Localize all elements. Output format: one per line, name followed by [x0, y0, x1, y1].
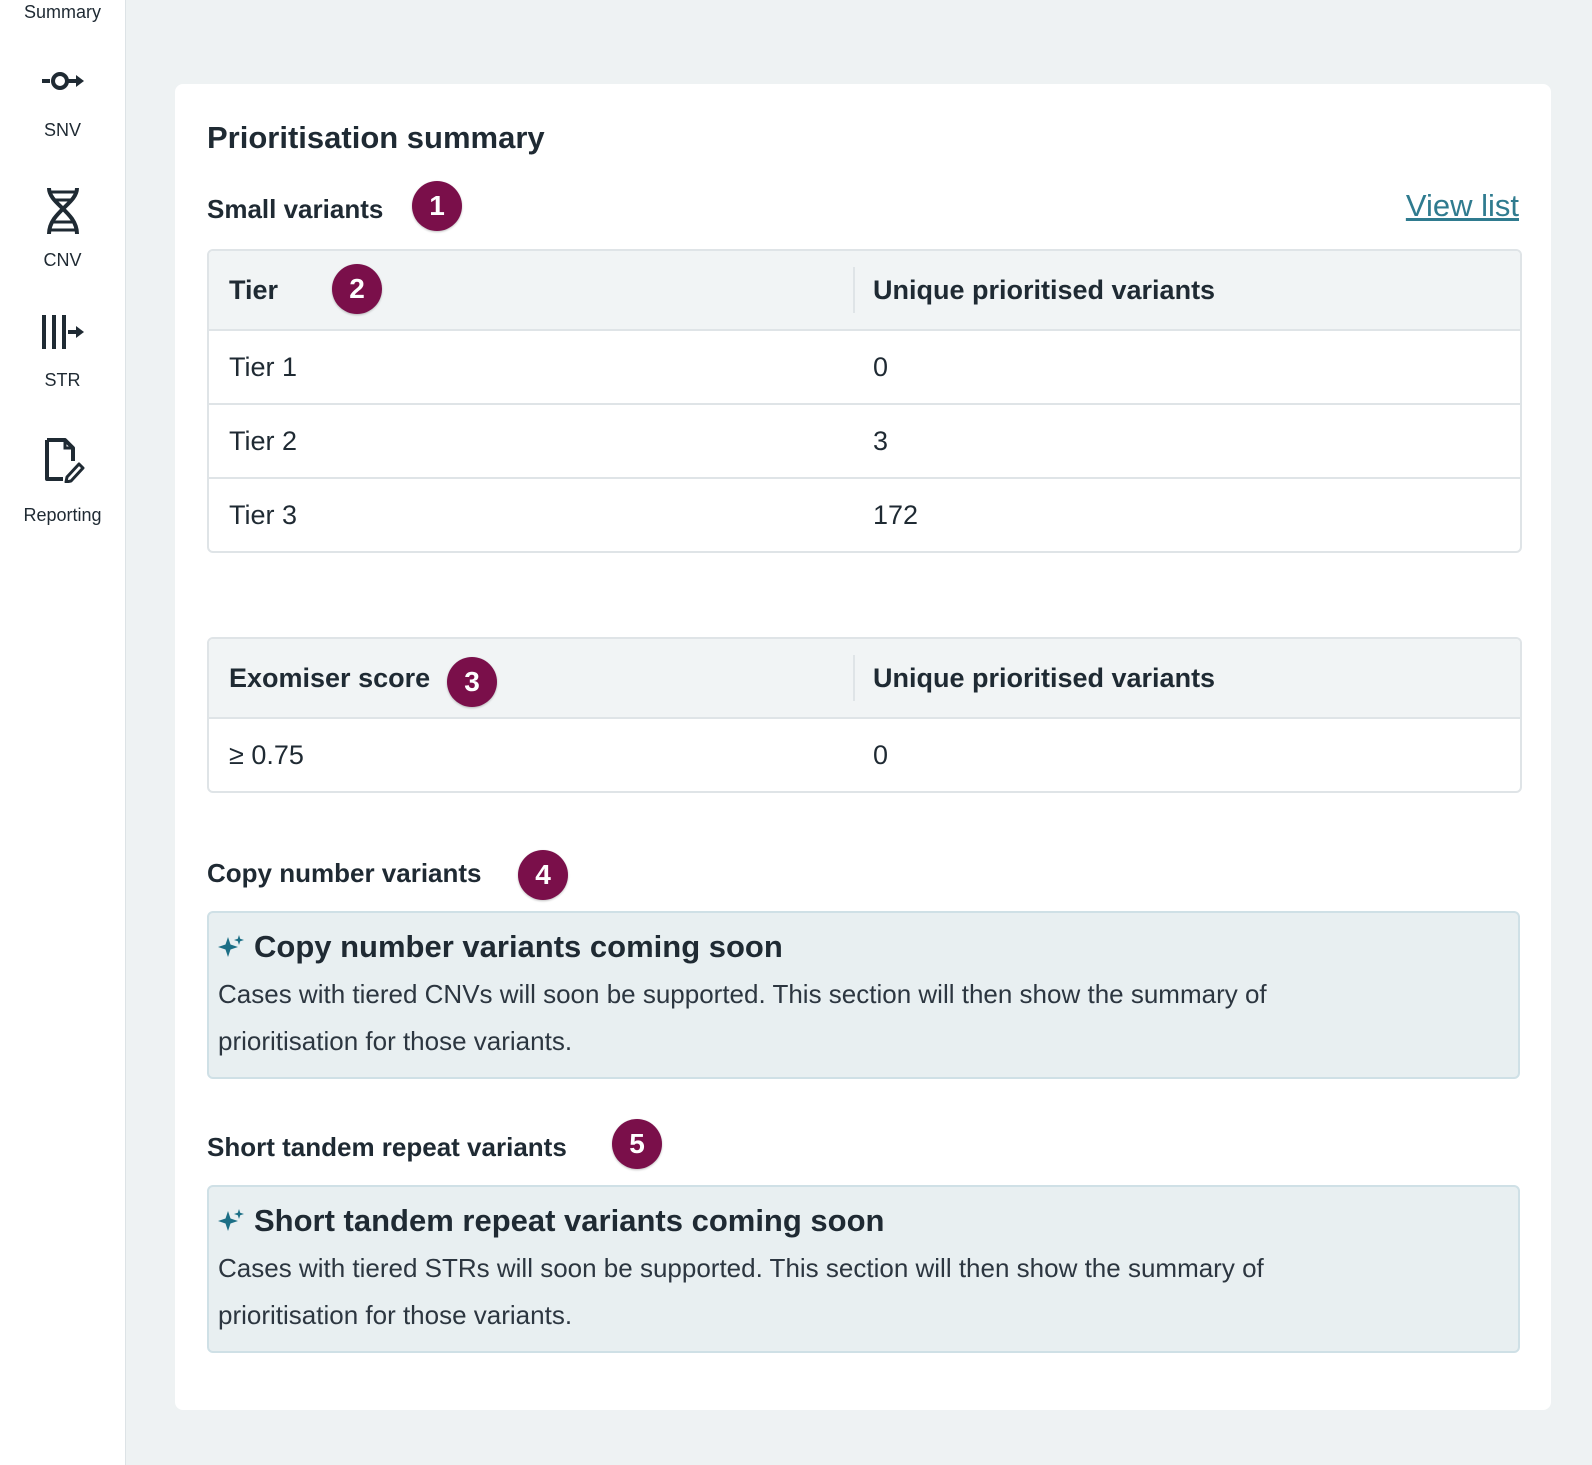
notice-body-line: Cases with tiered CNVs will soon be supported. This section will then show the summary of: [218, 979, 1267, 1009]
cnv-heading: Copy number variants: [207, 858, 482, 888]
notice-title: Copy number variants coming soon: [254, 929, 783, 964]
annotation-badge-1: 1: [412, 181, 462, 231]
annotation-badge-5: 5: [612, 1119, 662, 1169]
sidebar-item-cnv[interactable]: [0, 186, 125, 271]
sidebar-item-str[interactable]: [0, 312, 125, 391]
snv-icon: [38, 64, 88, 98]
column-header-unique-variants: Unique prioritised variants: [873, 662, 1216, 693]
column-divider: [853, 267, 855, 313]
table-row: [209, 331, 1520, 405]
annotation-badge-2: 2: [332, 264, 382, 314]
table-row: [209, 719, 1520, 791]
str-icon: [38, 312, 88, 352]
page-title: Prioritisation summary: [207, 120, 545, 155]
notice-body-line: prioritisation for those variants.: [218, 1026, 573, 1056]
prioritisation-summary-card: [175, 84, 1551, 1410]
sparkle-icon: [218, 934, 244, 960]
notice-title-row: [218, 929, 1509, 965]
tier-table: [207, 249, 1522, 553]
notice-body-line: Cases with tiered STRs will soon be supported. This section will then show the summary of: [218, 1253, 1264, 1283]
notice-body-line: prioritisation for those variants.: [218, 1300, 573, 1330]
table-header-row: [209, 251, 1520, 331]
sparkle-icon: [218, 1208, 244, 1234]
table-header-row: [209, 639, 1520, 719]
sidebar-item-snv[interactable]: [0, 64, 125, 141]
column-header-tier: Tier: [229, 274, 279, 305]
view-list-link[interactable]: View list: [1405, 188, 1519, 223]
score-cell: ≥ 0.75: [229, 739, 304, 770]
tier-cell: Tier 3: [229, 499, 298, 530]
count-cell: 3: [873, 425, 889, 456]
notice-title-row: [218, 1203, 1509, 1239]
column-header-unique-variants: Unique prioritised variants: [873, 274, 1216, 305]
tier-cell: Tier 1: [229, 351, 298, 382]
column-divider: [853, 655, 855, 701]
sidebar-item-label: SNV: [43, 120, 81, 140]
sidebar-item-summary[interactable]: [0, 2, 125, 23]
sidebar-item-label: Summary: [23, 2, 101, 22]
document-edit-icon: [41, 437, 85, 483]
count-cell: 0: [873, 739, 889, 770]
sidebar-item-label: STR: [44, 370, 81, 390]
dna-icon: [41, 186, 85, 236]
annotation-badge-3: 3: [447, 657, 497, 707]
small-variants-heading: Small variants: [207, 194, 384, 224]
notice-title: Short tandem repeat variants coming soon: [254, 1203, 885, 1238]
column-header-exomiser-score: Exomiser score: [229, 662, 431, 693]
tier-cell: Tier 2: [229, 425, 298, 456]
str-coming-soon-notice: [207, 1185, 1520, 1353]
cnv-coming-soon-notice: [207, 911, 1520, 1079]
table-row: [209, 405, 1520, 479]
table-row: [209, 479, 1520, 551]
sidebar-nav: [0, 0, 126, 1465]
sidebar-item-reporting[interactable]: [0, 437, 125, 526]
sidebar-item-label: CNV: [43, 250, 82, 270]
count-cell: 0: [873, 351, 889, 382]
annotation-badge-4: 4: [518, 850, 568, 900]
exomiser-table: [207, 637, 1522, 793]
count-cell: 172: [873, 499, 919, 530]
sidebar-item-label: Reporting: [23, 505, 102, 525]
str-heading: Short tandem repeat variants: [207, 1132, 567, 1162]
